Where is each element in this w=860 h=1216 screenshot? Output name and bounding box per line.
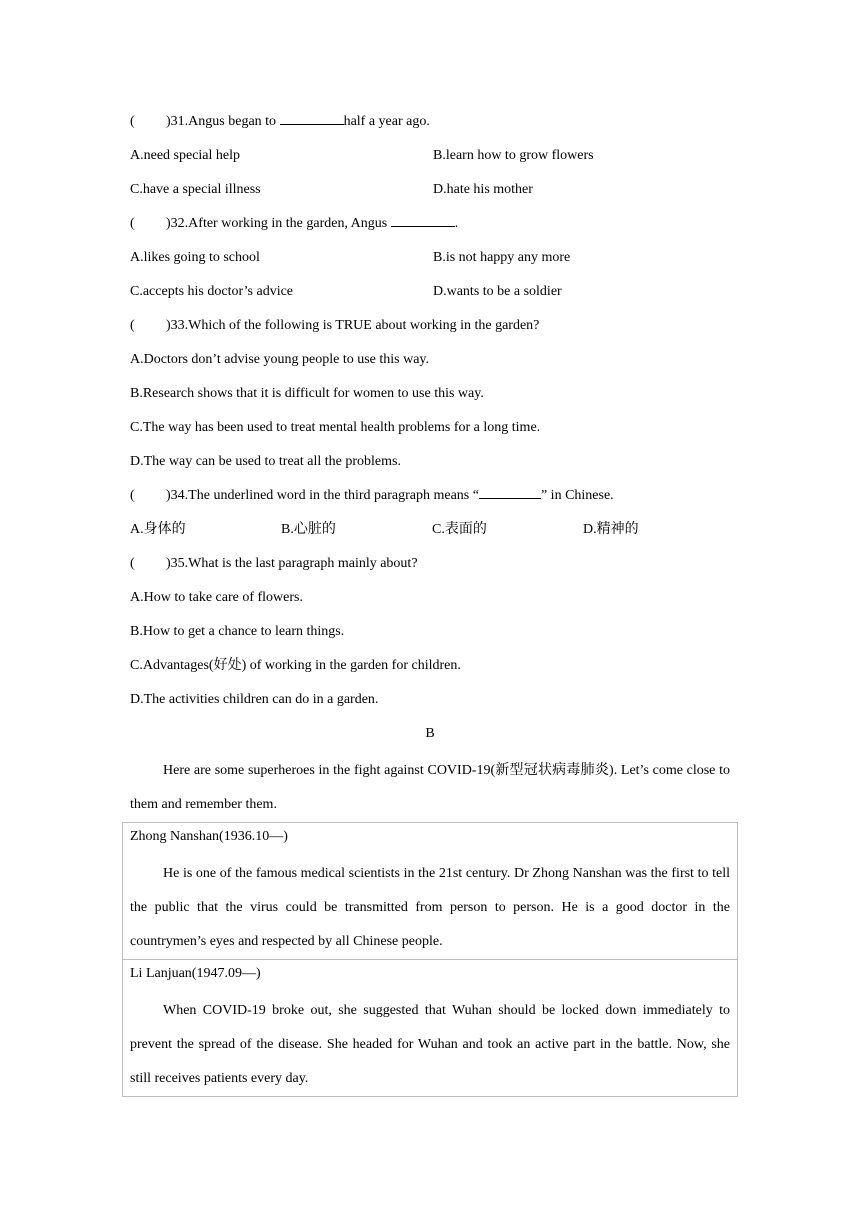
option-35-a[interactable]: A.How to take care of flowers. xyxy=(130,590,303,605)
section-b-heading: B xyxy=(425,726,435,741)
question-31: ( )31.Angus began to half a year ago. xyxy=(130,108,730,142)
option-31-b[interactable]: B.learn how to grow flowers xyxy=(433,148,594,163)
option-31-c[interactable]: C.have a special illness xyxy=(130,182,261,197)
section-b-intro: Here are some superheroes in the fight against COVID-19(新型冠状病毒肺炎). Let’s come close to them and remember them. xyxy=(130,763,730,812)
hero-card-zhong-nanshan xyxy=(123,823,737,959)
question-32-stem-end: . xyxy=(454,216,459,231)
heroes-table xyxy=(122,822,738,1097)
option-31-a[interactable]: A.need special help xyxy=(130,148,241,163)
question-32-options-row-2 xyxy=(130,278,730,312)
question-35: ( )35.What is the last paragraph mainly about? xyxy=(130,550,730,584)
option-32-c[interactable]: C.accepts his doctor’s advice xyxy=(130,284,294,299)
question-31-stem-end: half a year ago. xyxy=(343,114,430,129)
answer-blank-34[interactable] xyxy=(479,482,541,499)
question-33-stem: 33.Which of the following is TRUE about working in the garden? xyxy=(170,318,540,333)
answer-paren-32[interactable]: ( xyxy=(130,216,135,231)
option-32-d[interactable]: D.wants to be a soldier xyxy=(433,284,562,299)
answer-paren-35[interactable]: ( xyxy=(130,556,135,571)
option-31-d[interactable]: D.hate his mother xyxy=(433,182,533,197)
question-31-stem-start: 31.Angus began to xyxy=(170,114,280,129)
option-33-c[interactable]: C.The way has been used to treat mental health problems for a long time. xyxy=(130,420,541,435)
hero-description: He is one of the famous medical scientists in the 21st century. Dr Zhong Nanshan was the first to tell the public that the virus could be transmitted from person to person. He is a good doctor in the countrymen’s eyes and respected by all Chinese people. xyxy=(130,866,730,949)
question-34-options xyxy=(130,516,730,550)
answer-paren-31[interactable]: ( xyxy=(130,114,135,129)
answer-paren-33[interactable]: ( xyxy=(130,318,135,333)
hero-description: When COVID-19 broke out, she suggested that Wuhan should be locked down immediately to prevent the spread of the disease. She headed for Wuhan and took an active part in the battle. Now, she still receives patients every day. xyxy=(130,1003,730,1086)
option-33-d[interactable]: D.The way can be used to treat all the problems. xyxy=(130,454,401,469)
option-34-b[interactable]: B.心脏的 xyxy=(281,522,336,537)
option-35-b[interactable]: B.How to get a chance to learn things. xyxy=(130,624,345,639)
question-32: ( )32.After working in the garden, Angus . xyxy=(130,210,730,244)
option-34-d[interactable]: D.精神的 xyxy=(583,522,639,537)
question-31-options-row-2 xyxy=(130,176,730,210)
option-34-a[interactable]: A.身体的 xyxy=(130,522,186,537)
option-35-c[interactable]: C.Advantages(好处) of working in the garden for children. xyxy=(130,658,461,673)
option-34-c[interactable]: C.表面的 xyxy=(432,522,487,537)
hero-name: Zhong Nanshan(1936.10—) xyxy=(130,829,288,844)
question-32-stem-start: 32.After working in the garden, Angus xyxy=(170,216,391,231)
question-33: ( )33.Which of the following is TRUE about working in the garden? xyxy=(130,312,730,346)
question-35-stem: 35.What is the last paragraph mainly about? xyxy=(170,556,418,571)
option-35-d[interactable]: D.The activities children can do in a garden. xyxy=(130,692,379,707)
option-32-a[interactable]: A.likes going to school xyxy=(130,250,260,265)
question-34-stem-end: ” in Chinese. xyxy=(540,488,614,503)
hero-name: Li Lanjuan(1947.09—) xyxy=(130,966,261,981)
answer-paren-34[interactable]: ( xyxy=(130,488,135,503)
question-34: ( )34.The underlined word in the third paragraph means “ ” in Chinese. xyxy=(130,482,730,516)
answer-blank-31[interactable] xyxy=(280,108,344,125)
question-34-stem-start: 34.The underlined word in the third paragraph means “ xyxy=(170,488,479,503)
option-32-b[interactable]: B.is not happy any more xyxy=(433,250,571,265)
worksheet-page xyxy=(130,108,730,1097)
answer-blank-32[interactable] xyxy=(391,210,455,227)
question-32-options-row-1 xyxy=(130,244,730,278)
option-33-b[interactable]: B.Research shows that it is difficult for women to use this way. xyxy=(130,386,484,401)
hero-card-li-lanjuan xyxy=(123,959,737,1096)
option-33-a[interactable]: A.Doctors don’t advise young people to use this way. xyxy=(130,352,430,367)
question-31-options-row-1 xyxy=(130,142,730,176)
